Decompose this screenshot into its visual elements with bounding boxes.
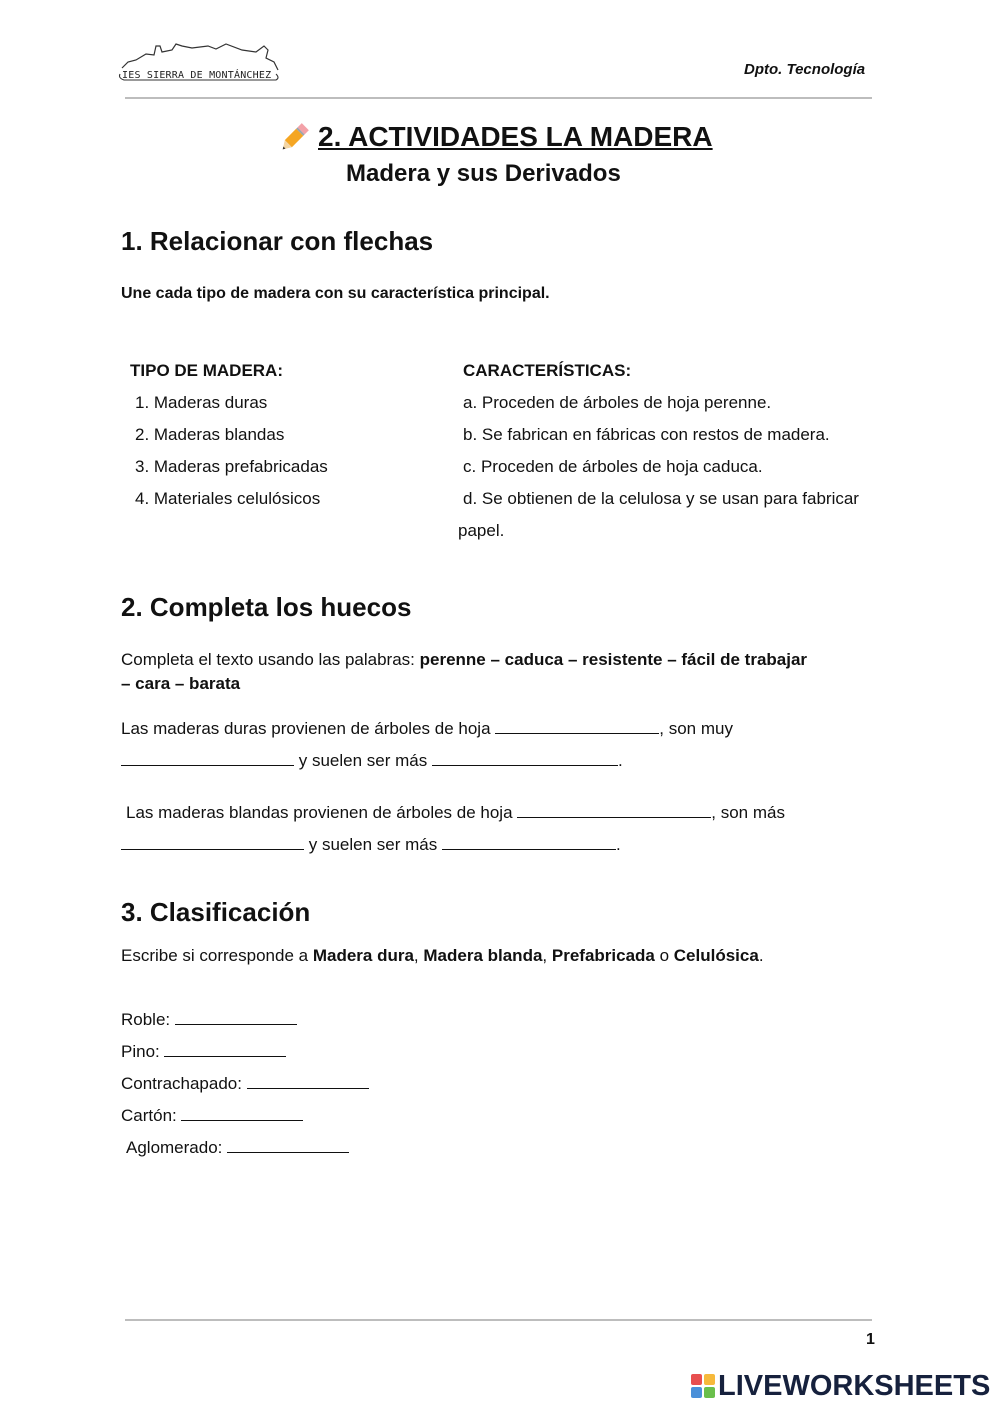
paragraph2-text: Las maderas blandas provienen de árboles de hoja [126,803,513,822]
school-logo [116,40,286,88]
footer-divider [125,1319,872,1321]
right-item: a. Proceden de árboles de hoja perenne. [463,393,772,412]
school-name: IES SIERRA DE MONTÁNCHEZ [122,70,272,81]
answer-blank[interactable] [164,1041,286,1057]
item-label: Aglomerado: [126,1138,223,1157]
right-item: d. Se obtienen de la celulosa y se usan para fabricar [463,489,859,508]
option-celulosica: Celulósica [673,946,759,965]
classification-item [126,1137,349,1158]
left-item: 2. Maderas blandas [135,425,285,444]
instruction-prefix: Escribe si corresponde a [121,946,313,965]
word-bank-line2: – cara – barata [121,674,241,693]
option-madera-dura: Madera dura [312,946,414,965]
blank-input[interactable] [121,834,304,850]
item-label: Contrachapado: [121,1074,242,1093]
liveworksheets-logo-icon [690,1373,716,1399]
classification-item [121,1041,286,1062]
answer-blank[interactable] [175,1009,297,1025]
separator: o [654,946,674,965]
option-prefabricada: Prefabricada [551,946,655,965]
left-item: 1. Maderas duras [135,393,268,412]
blank-input[interactable] [442,834,616,850]
liveworksheets-brand: LIVEWORKSHEETS [718,1370,991,1402]
department-label: Dpto. Tecnología [744,61,866,78]
item-label: Roble: [121,1010,171,1029]
paragraph1-line1 [121,718,733,739]
header-divider [125,97,872,99]
right-item: c. Proceden de árboles de hoja caduca. [463,457,763,476]
item-label: Cartón: [121,1106,177,1125]
classification-item [121,1073,369,1094]
paragraph2-line1 [126,802,785,823]
paragraph2-text: y suelen ser más [308,835,438,854]
answer-blank[interactable] [181,1105,303,1121]
section3-instruction [121,946,764,966]
paragraph1-text: Las maderas duras provienen de árboles de hoja [121,719,491,738]
paragraph1-line2 [121,750,623,771]
separator: , [542,946,552,965]
page-title: 2. ACTIVIDADES LA MADERA [318,121,713,152]
left-item: 3. Maderas prefabricadas [135,457,328,476]
paragraph1-text: , son muy [659,719,733,738]
blank-input[interactable] [432,750,618,766]
page-number: 1 [866,1331,875,1348]
blank-input[interactable] [121,750,294,766]
right-item-continuation: papel. [458,521,505,540]
pencil-icon [276,120,312,156]
section2-instruction [121,650,807,670]
period: . [758,946,764,965]
section2-instruction-prefix: Completa el texto usando las palabras: [121,650,420,669]
option-madera-blanda: Madera blanda [423,946,543,965]
word-bank-line1: perenne – caduca – resistente – fácil de trabajar [419,650,808,669]
paragraph1-text: y suelen ser más [298,751,428,770]
paragraph2-line2 [121,834,621,855]
left-item: 4. Materiales celulósicos [135,489,321,508]
section1-instruction: Une cada tipo de madera con su característica principal. [121,285,550,302]
period: . [615,835,621,854]
answer-blank[interactable] [247,1073,369,1089]
right-item: b. Se fabrican en fábricas con restos de madera. [463,425,830,444]
section2-heading: 2. Completa los huecos [121,592,412,622]
left-column-header: TIPO DE MADERA: [130,361,283,380]
section3-heading: 3. Clasificación [121,897,311,927]
classification-item [121,1009,297,1030]
period: . [617,751,623,770]
paragraph2-text: , son más [711,803,785,822]
answer-blank[interactable] [227,1137,349,1153]
separator: , [413,946,424,965]
item-label: Pino: [121,1042,160,1061]
blank-input[interactable] [495,718,659,734]
page-subtitle: Madera y sus Derivados [346,160,621,187]
blank-input[interactable] [517,802,711,818]
classification-item [121,1105,303,1126]
right-column-header: CARACTERÍSTICAS: [463,361,632,380]
section1-heading: 1. Relacionar con flechas [121,226,434,256]
